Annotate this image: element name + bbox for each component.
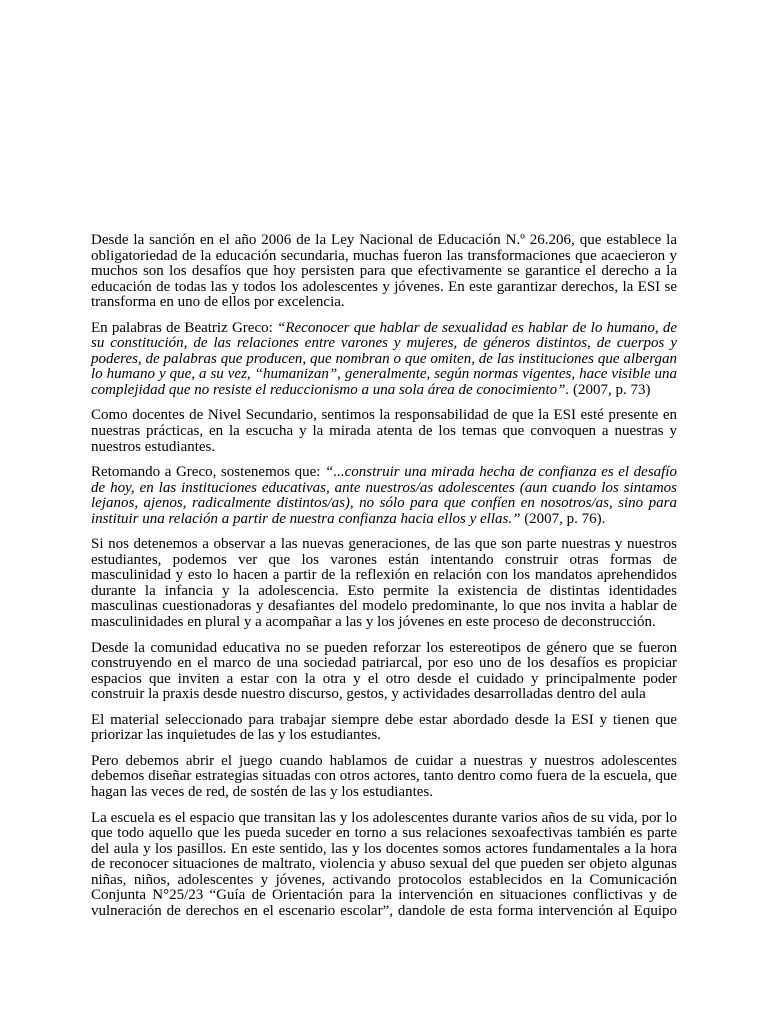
paragraph-9: La escuela es el espacio que transitan las y los adolescentes durante varios años de su vida, por lo que todo aquello que les pueda suceder en torno a sus relaciones sexoafectivas también es parte del aula y los pasillos. En este sentido, las y los docentes somos actores fundamentales a la hora de reconocer situaciones de maltrato, violencia y abuso sexual del que pueden ser objeto algunas niñas, niños, adolescentes y jóvenes, activando protocolos establecidos en la Comunicación Conjunta N°25/23 “Guía de Orientación para la intervención en situaciones conflictivas y de vulneración de derechos en el escenario escolar”, dandole de esta forma intervención al Equipo <box>91 809 677 919</box>
paragraph-3: Como docentes de Nivel Secundario, sentimos la responsabilidad de que la ESI esté presente en nuestras prácticas, en la escucha y la mirada atenta de los temas que convoquen a nuestras y nuestros estudiantes. <box>91 407 677 455</box>
paragraph-2 <box>91 321 677 399</box>
citation: (2007, p. 76). <box>520 510 606 527</box>
greco-quote: “...construir una mirada hecha de confianza es el desafío de hoy, en las instituciones educativas, ante nuestros/as adolescentes (aun cuando los sintamos lejanos, ajenos, radicalmente distintos/as), no sólo para que confíen en nosotros/as, sino para instituir una relación a partir de nuestra confianza hacia ellos y ellas.” <box>91 464 677 527</box>
paragraph-5: Si nos detenemos a observar a las nuevas generaciones, de las que son parte nuestras y nuestros estudiantes, podemos ver que los varones están intentando construir otras formas de masculinidad y esto lo hacen a partir de la reflexión en relación con los mandatos aprehendidos durante la infancia y la adolescencia. Esto permite la existencia de distintas identidades masculinas cuestionadoras y desafiantes del modelo predominante, lo que nos invita a hablar de masculinidades en plural y a acompañar a las y los jóvenes en este proceso de deconstrucción. <box>91 536 677 631</box>
paragraph-1: Desde la sanción en el año 2006 de la Ley Nacional de Educación N.º 26.206, que establece la obligatoriedad de la educación secundaria, muchas fueron las transformaciones que acaecieron y muchos son los desafíos que hoy persisten para que efectivamente se garantice el derecho a la educación de todas las y todos los adolescentes y jóvenes. En este garantizar derechos, la ESI se transforma en uno de ellos por excelencia. <box>91 232 677 311</box>
paragraph-8: Pero debemos abrir el juego cuando hablamos de cuidar a nuestras y nuestros adolescentes debemos diseñar estrategias situadas con otros actores, tanto dentro como fuera de la escuela, que hagan las veces de red, de sostén de las y los estudiantes. <box>91 752 677 800</box>
greco-quote: “Reconocer que hablar de sexualidad es hablar de lo humano, de su constitución, de las relaciones entre varones y mujeres, de géneros distintos, de cuerpos y poderes, de palabras que producen, que nombran o que omiten, de las instituciones que albergan lo humano y que, a su vez, “humanizan”, generalmente, según normas vigentes, hace visible una complejidad que no resiste el reduccionismo a una sola área de conocimiento”. <box>91 319 677 398</box>
paragraph-lead: En palabras de Beatriz Greco: <box>91 319 277 336</box>
document-body <box>91 233 677 929</box>
paragraph-6: Desde la comunidad educativa no se pueden reforzar los estereotipos de género que se fueron construyendo en el marco de una sociedad patriarcal, por eso uno de los desafíos es propiciar espacios que inviten a estar con la otra y el otro desde el cuidado y principalmente poder construir la praxis desde nuestro discurso, gestos, y actividades desarrolladas dentro del aula <box>91 639 677 703</box>
paragraph-7: El material seleccionado para trabajar siempre debe estar abordado desde la ESI y tienen que priorizar las inquietudes de las y los estudiantes. <box>91 711 677 744</box>
paragraph-lead: Retomando a Greco, sostenemos que: <box>91 464 326 481</box>
citation: (2007, p. 73) <box>569 381 651 398</box>
paragraph-4 <box>91 465 677 527</box>
